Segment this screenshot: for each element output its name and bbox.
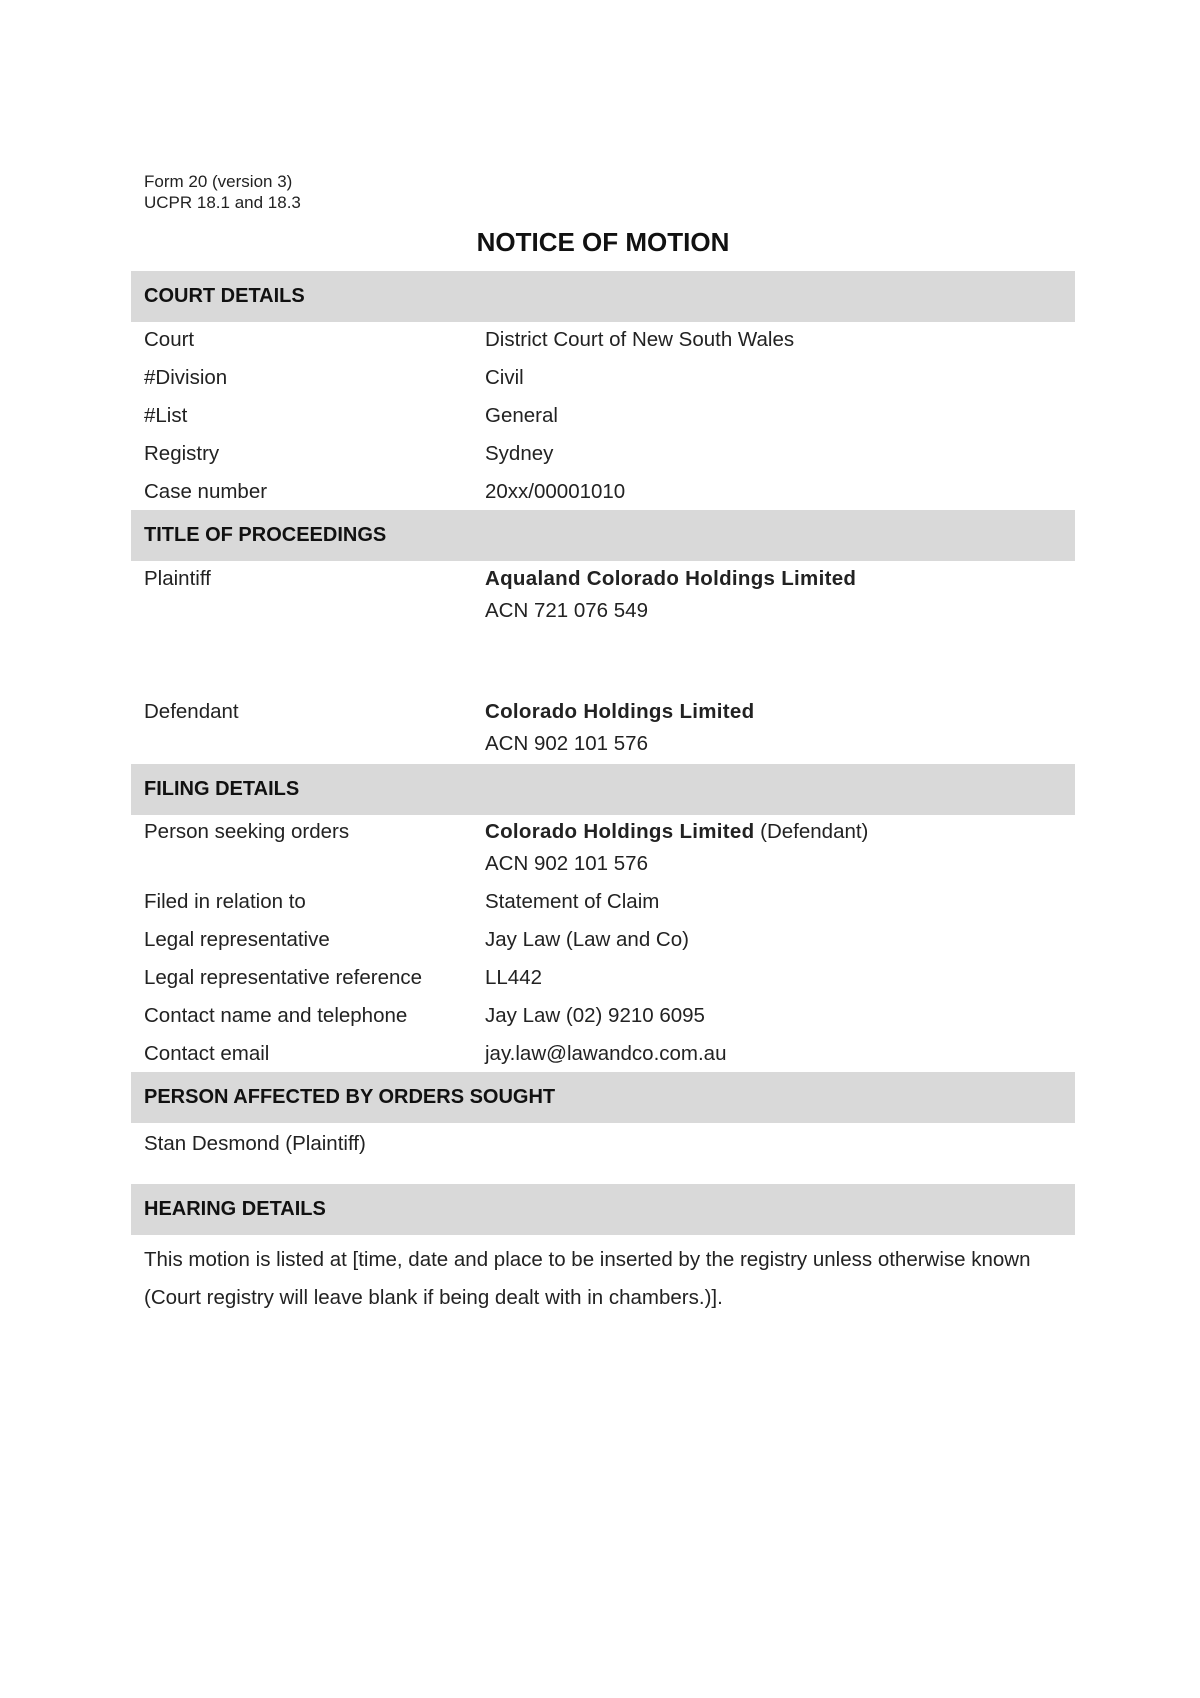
contact-email-label: Contact email xyxy=(144,1042,270,1065)
person-seeking-orders-role: (Defendant) xyxy=(754,820,869,843)
person-affected-section xyxy=(131,1072,1075,1123)
hearing-details-header: HEARING DETAILS xyxy=(131,1184,1075,1235)
division-label: #Division xyxy=(144,366,228,389)
registry-label: Registry xyxy=(144,442,220,465)
ucpr-rule: UCPR 18.1 and 18.3 xyxy=(144,193,301,212)
case-number-value: 20xx/00001010 xyxy=(485,480,626,503)
hearing-details-section xyxy=(131,1184,1075,1235)
legal-representative-label: Legal representative xyxy=(144,928,330,951)
filed-in-relation-value: Statement of Claim xyxy=(485,890,660,913)
court-details-header: COURT DETAILS xyxy=(131,271,1075,322)
title-of-proceedings-header: TITLE OF PROCEEDINGS xyxy=(131,510,1075,561)
legal-rep-reference-value: LL442 xyxy=(485,966,543,989)
person-seeking-orders-label: Person seeking orders xyxy=(144,820,350,843)
court-value: District Court of New South Wales xyxy=(485,328,795,351)
document-title: NOTICE OF MOTION xyxy=(476,227,730,257)
plaintiff-name: Aqualand Colorado Holdings Limited xyxy=(485,567,857,590)
person-affected-header: PERSON AFFECTED BY ORDERS SOUGHT xyxy=(131,1072,1075,1123)
form-version: Form 20 (version 3) xyxy=(144,172,293,191)
filing-details-section xyxy=(131,764,1075,815)
person-seeking-orders-acn: ACN 902 101 576 xyxy=(485,852,648,875)
filed-in-relation-label: Filed in relation to xyxy=(144,890,306,913)
legal-rep-reference-label: Legal representative reference xyxy=(144,966,423,989)
defendant-acn: ACN 902 101 576 xyxy=(485,732,648,755)
list-label: #List xyxy=(144,404,188,427)
plaintiff-acn: ACN 721 076 549 xyxy=(485,599,648,622)
case-number-label: Case number xyxy=(144,480,268,503)
list-value: General xyxy=(485,404,558,427)
registry-value: Sydney xyxy=(485,442,554,465)
person-seeking-orders-value xyxy=(485,816,868,848)
court-details-section xyxy=(131,271,1075,322)
plaintiff-label: Plaintiff xyxy=(144,567,211,590)
division-value: Civil xyxy=(485,366,524,389)
filing-details-header: FILING DETAILS xyxy=(131,764,1075,815)
person-affected-text: Stan Desmond (Plaintiff) xyxy=(144,1132,366,1155)
person-seeking-orders-name: Colorado Holdings Limited xyxy=(485,820,755,843)
defendant-label: Defendant xyxy=(144,700,239,723)
legal-representative-value: Jay Law (Law and Co) xyxy=(485,928,689,951)
hearing-details-text: This motion is listed at [time, date and place to be inserted by the registry unless otherwise known (Court registry will leave blank if being dealt with in chambers.)]. xyxy=(144,1248,1031,1309)
contact-email-value: jay.law@lawandco.com.au xyxy=(485,1042,727,1065)
court-label: Court xyxy=(144,328,195,351)
defendant-name: Colorado Holdings Limited xyxy=(485,700,755,723)
form-reference xyxy=(144,171,301,213)
title-of-proceedings-section xyxy=(131,510,1075,561)
contact-name-telephone-label: Contact name and telephone xyxy=(144,1004,408,1027)
contact-name-telephone-value: Jay Law (02) 9210 6095 xyxy=(485,1004,705,1027)
